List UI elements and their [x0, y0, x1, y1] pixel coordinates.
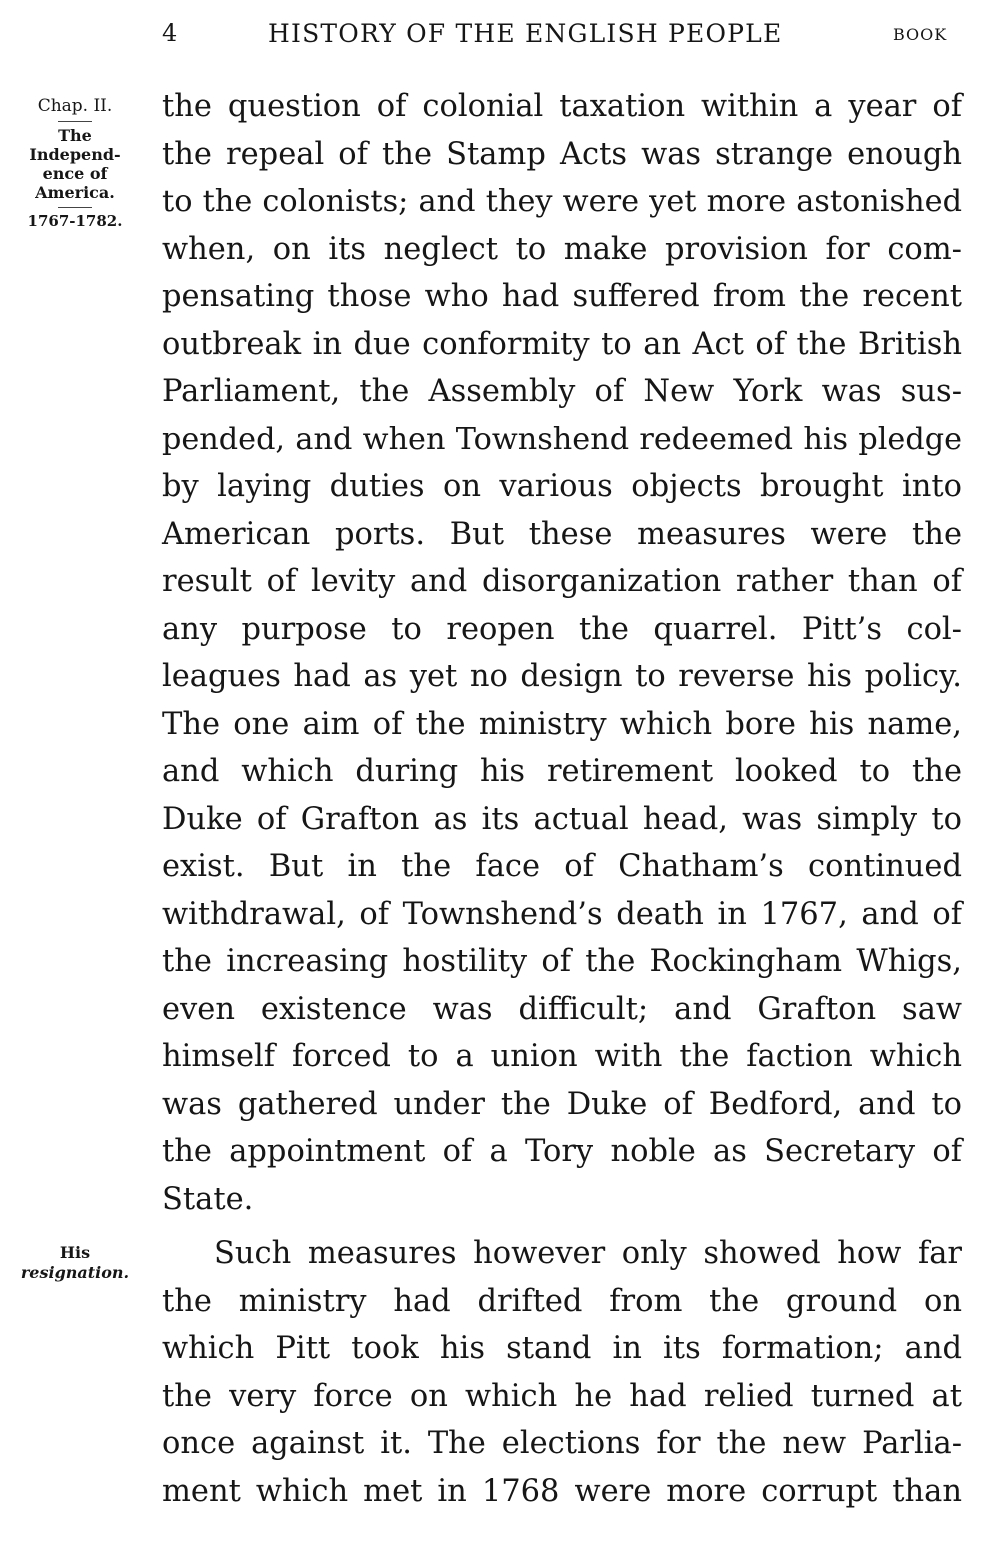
text-line: once against it. The elections for the new Parlia- [162, 1426, 962, 1461]
margin-rule [58, 207, 92, 208]
text-line: the repeal of the Stamp Acts was strange enough [162, 136, 962, 172]
text-line: even existence was difficult; and Grafton saw [162, 991, 962, 1027]
text-line: pended, and when Townshend redeemed his pledge [162, 421, 962, 457]
text-line: pensating those who had suffered from the recent [162, 279, 962, 314]
text-line: leagues had as yet no design to reverse his policy. [162, 659, 962, 694]
margin-rule [58, 121, 92, 122]
text-line: when, on its neglect to make provision for com- [162, 231, 962, 267]
text-line: American ports. But these measures were the [162, 516, 962, 552]
text-line: Parliament, the Assembly of New York was sus- [162, 374, 962, 409]
text-line: which Pitt took his stand in its formation; and [162, 1331, 962, 1366]
text-line: Duke of Grafton as its actual head, was simply to [162, 801, 962, 837]
text-line: exist. But in the face of Chatham’s continued [162, 849, 962, 884]
text-line: the very force on which he had relied turned at [162, 1378, 962, 1414]
paragraph-1 [162, 83, 962, 1223]
text-line: by laying duties on various objects brought into [162, 469, 962, 504]
text-line: State. [162, 1181, 254, 1217]
text-line: ment which met in 1768 were more corrupt than [162, 1473, 962, 1509]
paragraph-2 [162, 1230, 962, 1515]
margin-note-chapter [10, 96, 140, 230]
text-line: Such measures however only showed how far [214, 1236, 962, 1271]
book-label: BOOK [893, 25, 948, 44]
margin-note-resignation [10, 1243, 140, 1283]
margin-topic-line: The [58, 126, 92, 145]
text-line: to the colonists; and they were yet more astonished [162, 184, 962, 219]
margin-topic-line: ence of [42, 164, 108, 183]
margin-topic-line: America. [35, 183, 115, 202]
text-line: himself forced to a union with the faction which [162, 1039, 962, 1074]
margin-topic-line: Independ- [29, 145, 121, 164]
page-number: 4 [162, 19, 178, 47]
margin-dates: 1767-1782. [27, 212, 123, 230]
running-title: HISTORY OF THE ENGLISH PEOPLE [268, 19, 783, 48]
running-header [0, 15, 1000, 55]
text-line: the increasing hostility of the Rockingham Whigs, [162, 944, 962, 979]
margin-note-line: resignation. [20, 1263, 130, 1282]
text-line: any purpose to reopen the quarrel. Pitt’s col- [162, 611, 962, 647]
text-line: withdrawal, of Townshend’s death in 1767, and of [162, 896, 962, 932]
text-line: result of levity and disorganization rather than of [162, 564, 962, 599]
text-line: was gathered under the Duke of Bedford, and to [162, 1086, 962, 1122]
text-line: the question of colonial taxation within a year of [162, 89, 962, 124]
text-line: outbreak in due conformity to an Act of the British [162, 326, 962, 362]
text-line: and which during his retirement looked to the [162, 754, 962, 789]
margin-note-line: His [59, 1243, 91, 1262]
text-line: The one aim of the ministry which bore his name, [162, 706, 962, 742]
text-line: the ministry had drifted from the ground on [162, 1283, 962, 1319]
chapter-label: Chap. II. [37, 96, 113, 116]
text-line: the appointment of a Tory noble as Secretary of [162, 1134, 962, 1169]
